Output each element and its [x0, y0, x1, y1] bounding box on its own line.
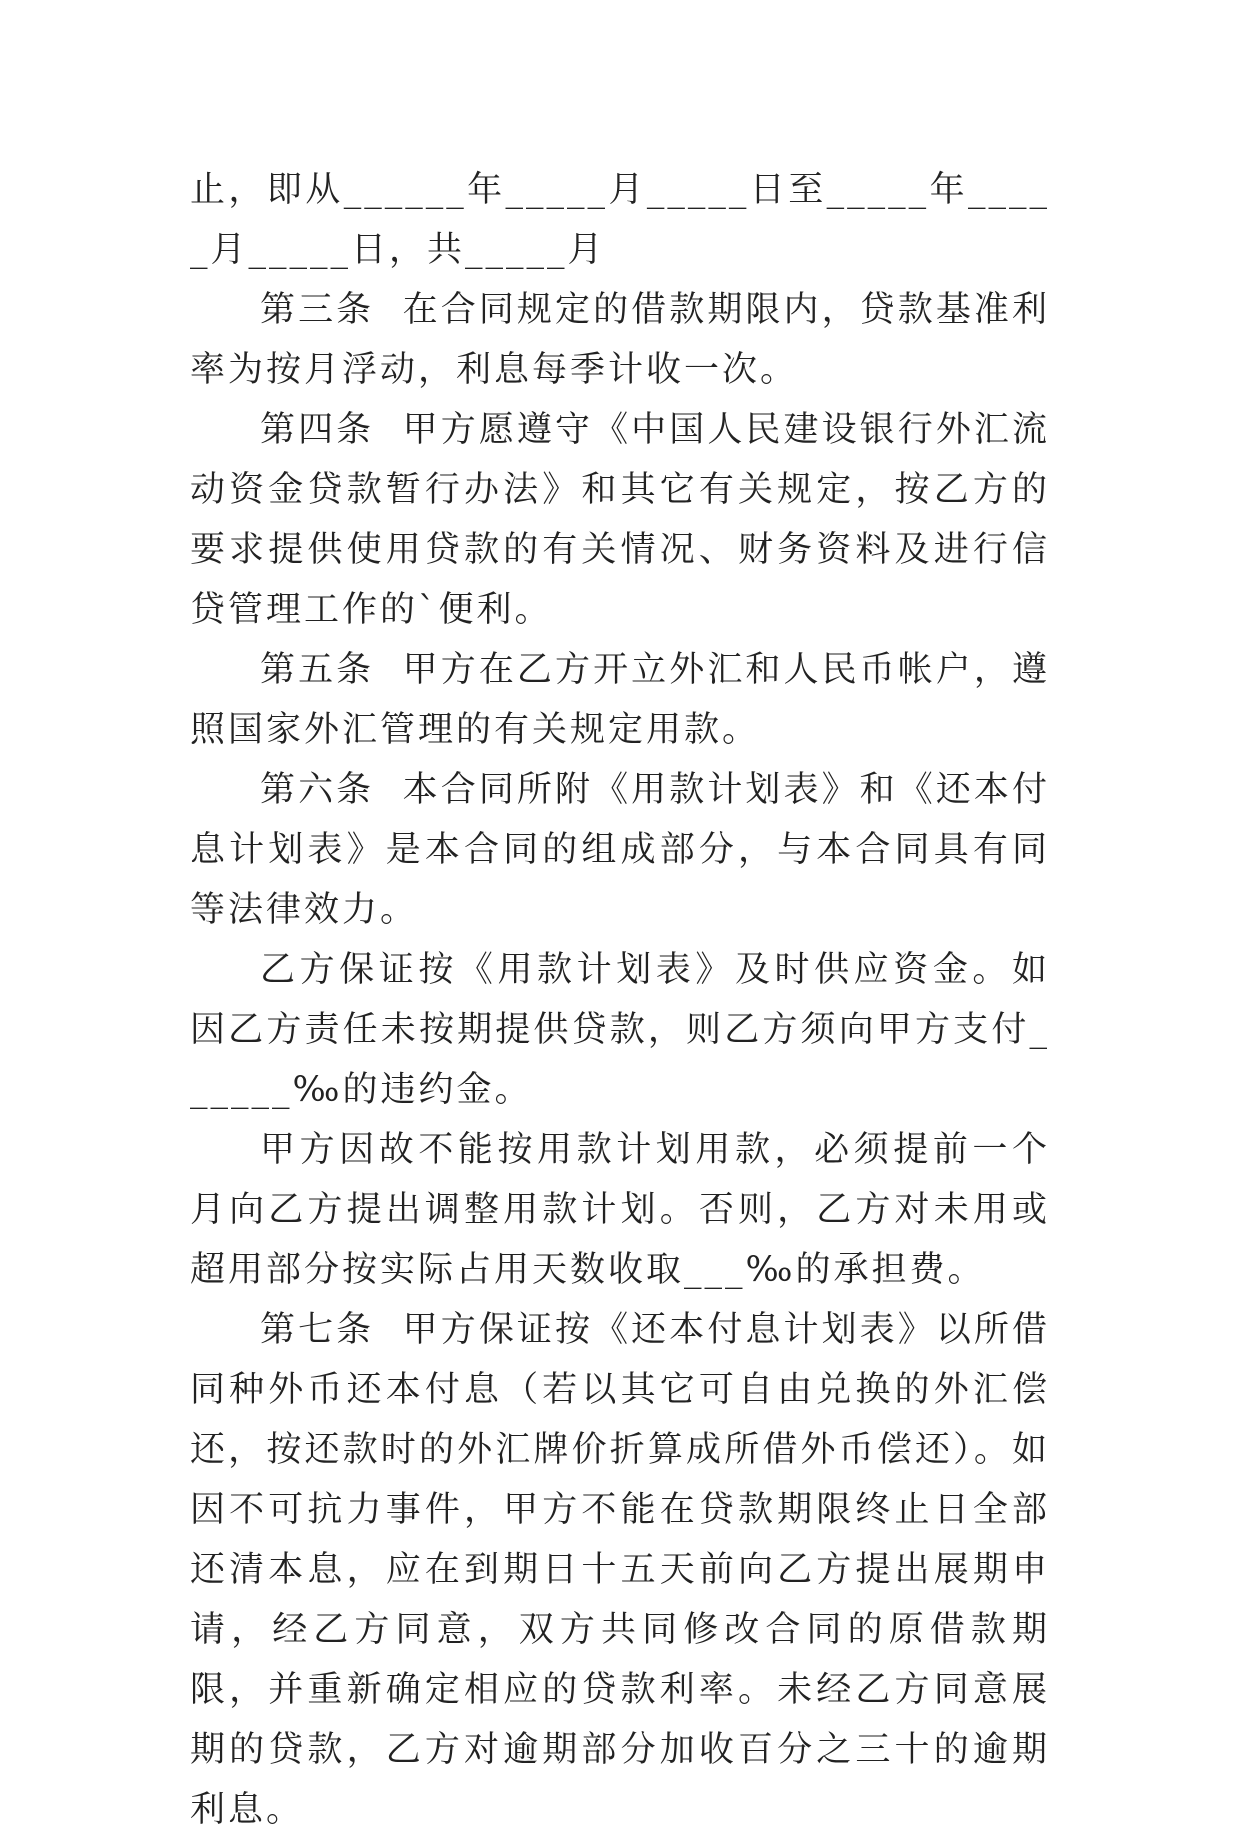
contract-body: [190, 160, 1050, 1840]
paragraph-article-6: 第六条 本合同所附《用款计划表》和《还本付息计划表》是本合同的组成部分，与本合同具有同等法律效力。: [190, 770, 1050, 930]
paragraph-article-7: 第七条 甲方保证按《还本付息计划表》以所借同种外币还本付息（若以其它可自由兑换的外汇偿还，按还款时的外汇牌价折算成所借外币偿还）。如因不可抗力事件，甲方不能在贷款期限终止日全部还清本息，应在到期日十五天前向乙方提出展期申请，经乙方同意，双方共同修改合同的原借款期限，并重新确定相应的贷款利率。未经乙方同意展期的贷款，乙方对逾期部分加收百分之三十的逾期利息。: [190, 1310, 1050, 1830]
paragraph-date-range: 止，即从______年_____月_____日至_____年_____月_____日，共_____月: [190, 170, 1050, 270]
paragraph-article-6-adjust: 甲方因故不能按用款计划用款，必须提前一个月向乙方提出调整用款计划。否则，乙方对未用或超用部分按实际占用天数收取___‰的承担费。: [190, 1130, 1050, 1290]
paragraph-article-5: 第五条 甲方在乙方开立外汇和人民币帐户，遵照国家外汇管理的有关规定用款。: [190, 650, 1050, 750]
paragraph-article-4: 第四条 甲方愿遵守《中国人民建设银行外汇流动资金贷款暂行办法》和其它有关规定，按乙方的要求提供使用贷款的有关情况、财务资料及进行信贷管理工作的`便利。: [190, 410, 1050, 630]
paragraph-article-3: 第三条 在合同规定的借款期限内，贷款基准利率为按月浮动，利息每季计收一次。: [190, 290, 1050, 390]
paragraph-article-6-supply: 乙方保证按《用款计划表》及时供应资金。如因乙方责任未按期提供贷款，则乙方须向甲方支付______‰的违约金。: [190, 950, 1050, 1110]
